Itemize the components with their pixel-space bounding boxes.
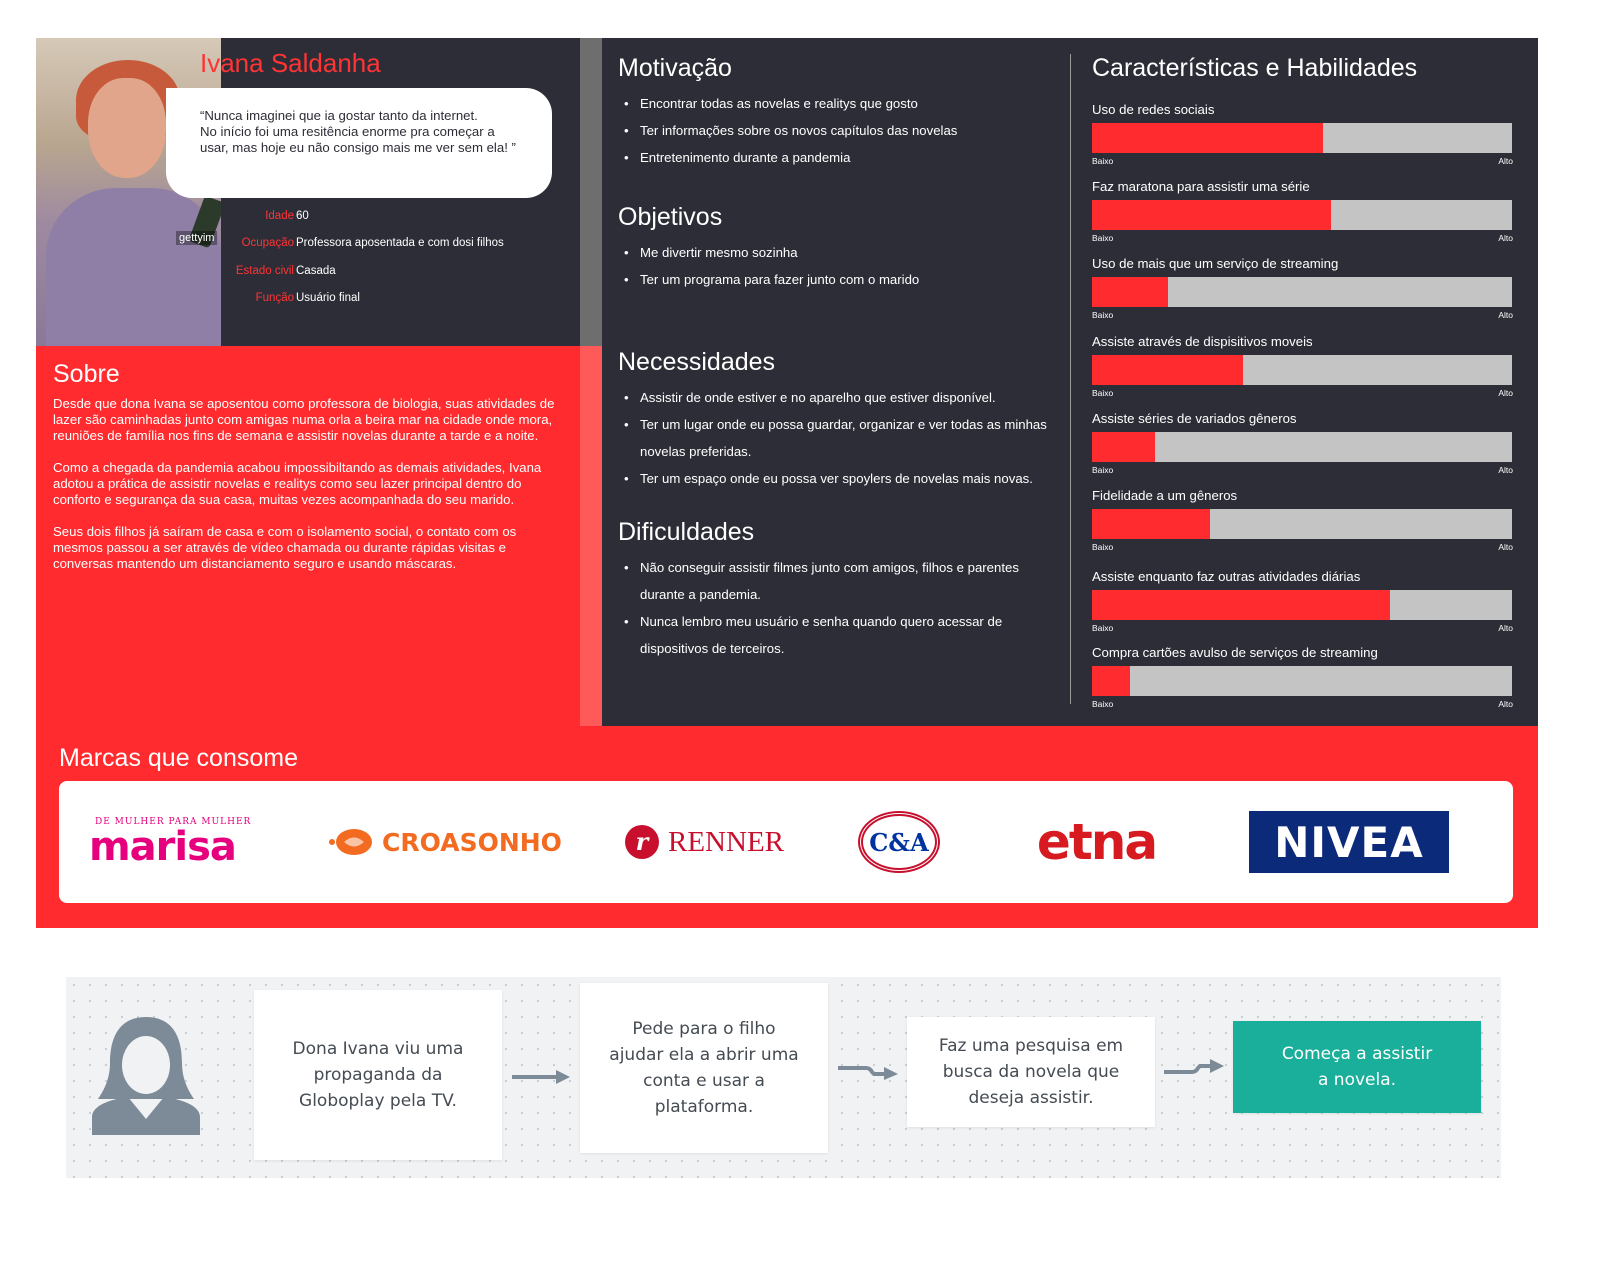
skill-track <box>1092 666 1512 696</box>
brand-name: etna <box>1036 813 1157 871</box>
skill-meter <box>1092 411 1513 475</box>
journey-step-2: Pede para o filho ajudar ela a abrir uma conta e usar a plataforma. <box>580 983 828 1153</box>
info-value: Casada <box>296 265 336 277</box>
skill-label: Uso de redes sociais <box>1092 102 1215 117</box>
list-item: • Entretenimento durante a pandemia <box>624 144 1064 171</box>
photo-watermark: gettyim <box>176 231 217 245</box>
brand-logo-etna <box>1014 781 1179 903</box>
brand-logo-nivea <box>1249 781 1449 903</box>
skill-high-label: Alto <box>1498 623 1513 633</box>
objetivos-title: Objetivos <box>618 203 723 231</box>
skill-high-label: Alto <box>1498 233 1513 243</box>
skill-high-label: Alto <box>1498 542 1513 552</box>
info-row-estado-civil <box>186 265 586 281</box>
dificuldades-title: Dificuldades <box>618 518 755 546</box>
arrow-right-icon <box>836 1061 900 1081</box>
arrow-right-icon <box>510 1067 572 1087</box>
skill-low-label: Baixo <box>1092 233 1114 243</box>
skill-label: Uso de mais que um serviço de streaming <box>1092 256 1339 271</box>
skill-high-label: Alto <box>1498 156 1513 166</box>
info-row-idade <box>186 210 586 226</box>
necessidades-list <box>624 384 1064 492</box>
skill-track <box>1092 590 1512 620</box>
info-label: Idade <box>265 210 294 222</box>
brand-tagline: DE MULHER PARA MULHER <box>95 817 252 827</box>
info-value: Professora aposentada e com dosi filhos <box>296 237 504 249</box>
user-avatar-icon <box>88 1013 204 1135</box>
skill-fill <box>1092 200 1331 230</box>
persona-header <box>36 38 580 346</box>
journey-step-1: Dona Ivana viu uma propaganda da Globoplay pela TV. <box>254 990 502 1160</box>
brand-name: NIVEA <box>1274 817 1424 867</box>
list-item: • Assistir de onde estiver e no aparelho que estiver disponível. <box>624 384 1064 411</box>
necessidades-title: Necessidades <box>618 348 776 376</box>
skill-meter <box>1092 256 1513 320</box>
journey-step-4: Começa a assistir a novela. <box>1233 1021 1481 1113</box>
skill-high-label: Alto <box>1498 310 1513 320</box>
info-row-ocupacao <box>186 237 586 253</box>
divider <box>580 346 602 726</box>
skill-low-label: Baixo <box>1092 465 1114 475</box>
skill-fill <box>1092 590 1390 620</box>
skill-low-label: Baixo <box>1092 310 1114 320</box>
skill-meter <box>1092 102 1513 166</box>
brand-name: CROASONHO <box>382 827 562 857</box>
motivacao-title: Motivação <box>618 54 732 82</box>
croissant-icon <box>326 827 374 857</box>
brand-logo-marisa <box>89 781 259 903</box>
brand-logo-ca <box>854 781 944 903</box>
list-item: • Nunca lembro meu usuário e senha quando quero acessar de dispositivos de terceiros. <box>624 608 1064 662</box>
skill-fill <box>1092 355 1243 385</box>
sobre-paragraph: Desde que dona Ivana se aposentou como professora de biologia, suas atividades de lazer são caminhadas junto com amigas numa orla a beira mar na cidade onde mora, reuniões de família nos fins de semana e assistir novelas durante a tarde e a noite. <box>53 396 555 443</box>
skill-low-label: Baixo <box>1092 388 1114 398</box>
brand-logos <box>59 781 1513 903</box>
dificuldades-list <box>624 554 1064 662</box>
skill-track <box>1092 432 1512 462</box>
skill-meter <box>1092 645 1513 709</box>
skill-low-label: Baixo <box>1092 699 1114 709</box>
details-panel <box>602 38 1538 726</box>
list-item: • Ter um espaço onde eu possa ver spoylers de novelas mais novas. <box>624 465 1064 492</box>
skill-track <box>1092 509 1512 539</box>
list-item: • Me divertir mesmo sozinha <box>624 239 1064 266</box>
skill-track <box>1092 277 1512 307</box>
skill-label: Faz maratona para assistir uma série <box>1092 179 1310 194</box>
divider <box>580 38 602 346</box>
quote-text: “Nunca imaginei que ia gostar tanto da internet. No início foi uma resitência enorme pra começar a usar, mas hoje eu não consigo mais me ver sem ela! ” <box>200 108 516 155</box>
skill-low-label: Baixo <box>1092 542 1114 552</box>
brand-name: C&A <box>869 827 929 857</box>
skill-meter <box>1092 334 1513 398</box>
sobre-paragraph: Como a chegada da pandemia acabou impossibiltando as demais atividades, Ivana adotou a prática de assistir novelas e realitys como seu lazer principal dentro do conforto e segurança da sua casa, muitas vezes acompanhada do seu marido. <box>53 460 542 507</box>
list-item: • Não conseguir assistir filmes junto com amigos, filhos e parentes durante a pandemia. <box>624 554 1064 608</box>
list-item: • Encontrar todas as novelas e realitys que gosto <box>624 90 1064 117</box>
list-item: • Ter um lugar onde eu possa guardar, organizar e ver todas as minhas novelas preferidas. <box>624 411 1064 465</box>
brand-logo-renner <box>624 781 784 903</box>
arrow-right-icon <box>1162 1059 1226 1079</box>
skill-label: Assiste através de dispisitivos moveis <box>1092 334 1313 349</box>
skill-meter <box>1092 488 1513 552</box>
caracteristicas-title: Características e Habilidades <box>1092 54 1418 82</box>
skill-track <box>1092 123 1512 153</box>
info-value: 60 <box>296 210 309 222</box>
skill-high-label: Alto <box>1498 699 1513 709</box>
motivacao-list <box>624 90 1064 171</box>
list-item: • Ter informações sobre os novos capítulos das novelas <box>624 117 1064 144</box>
info-label: Função <box>255 292 294 304</box>
sobre-title: Sobre <box>53 360 120 388</box>
info-row-funcao <box>186 292 586 308</box>
skill-label: Compra cartões avulso de serviços de streaming <box>1092 645 1378 660</box>
brand-name: marisa <box>89 824 236 870</box>
sobre-text <box>53 396 568 588</box>
skill-fill <box>1092 509 1210 539</box>
info-label: Ocupação <box>241 237 294 249</box>
skill-label: Assiste séries de variados gêneros <box>1092 411 1297 426</box>
persona-quote <box>166 88 552 198</box>
skill-label: Assiste enquanto faz outras atividades diárias <box>1092 569 1361 584</box>
info-value: Usuário final <box>296 292 360 304</box>
skill-track <box>1092 200 1512 230</box>
skill-track <box>1092 355 1512 385</box>
brand-logo-croasonho <box>314 781 574 903</box>
sobre-paragraph: Seus dois filhos já saíram de casa e com o isolamento social, o contato com os mesmos passou a ser através de vídeo chamada ou durante rápidas visitas e conversas mantendo um distanciamento seguro e usando máscaras. <box>53 524 517 571</box>
skill-meter <box>1092 569 1513 633</box>
marcas-title: Marcas que consome <box>59 744 299 772</box>
skill-low-label: Baixo <box>1092 623 1114 633</box>
skill-label: Fidelidade a um gêneros <box>1092 488 1238 503</box>
skill-high-label: Alto <box>1498 388 1513 398</box>
svg-text:r: r <box>635 827 649 856</box>
skill-fill <box>1092 666 1130 696</box>
persona-card <box>36 38 1538 928</box>
journey-step-3: Faz uma pesquisa em busca da novela que deseja assistir. <box>907 1017 1155 1127</box>
column-divider <box>1070 54 1071 704</box>
skill-low-label: Baixo <box>1092 156 1114 166</box>
renner-r-icon <box>624 824 660 860</box>
skill-meter <box>1092 179 1513 243</box>
persona-name: Ivana Saldanha <box>200 48 381 78</box>
skill-high-label: Alto <box>1498 465 1513 475</box>
user-journey <box>66 977 1501 1178</box>
info-label: Estado civil <box>235 265 294 277</box>
skill-fill <box>1092 123 1323 153</box>
brand-name: RENNER <box>668 825 784 858</box>
list-item: • Ter um programa para fazer junto com o marido <box>624 266 1064 293</box>
skill-fill <box>1092 277 1168 307</box>
skill-fill <box>1092 432 1155 462</box>
objetivos-list <box>624 239 1064 293</box>
